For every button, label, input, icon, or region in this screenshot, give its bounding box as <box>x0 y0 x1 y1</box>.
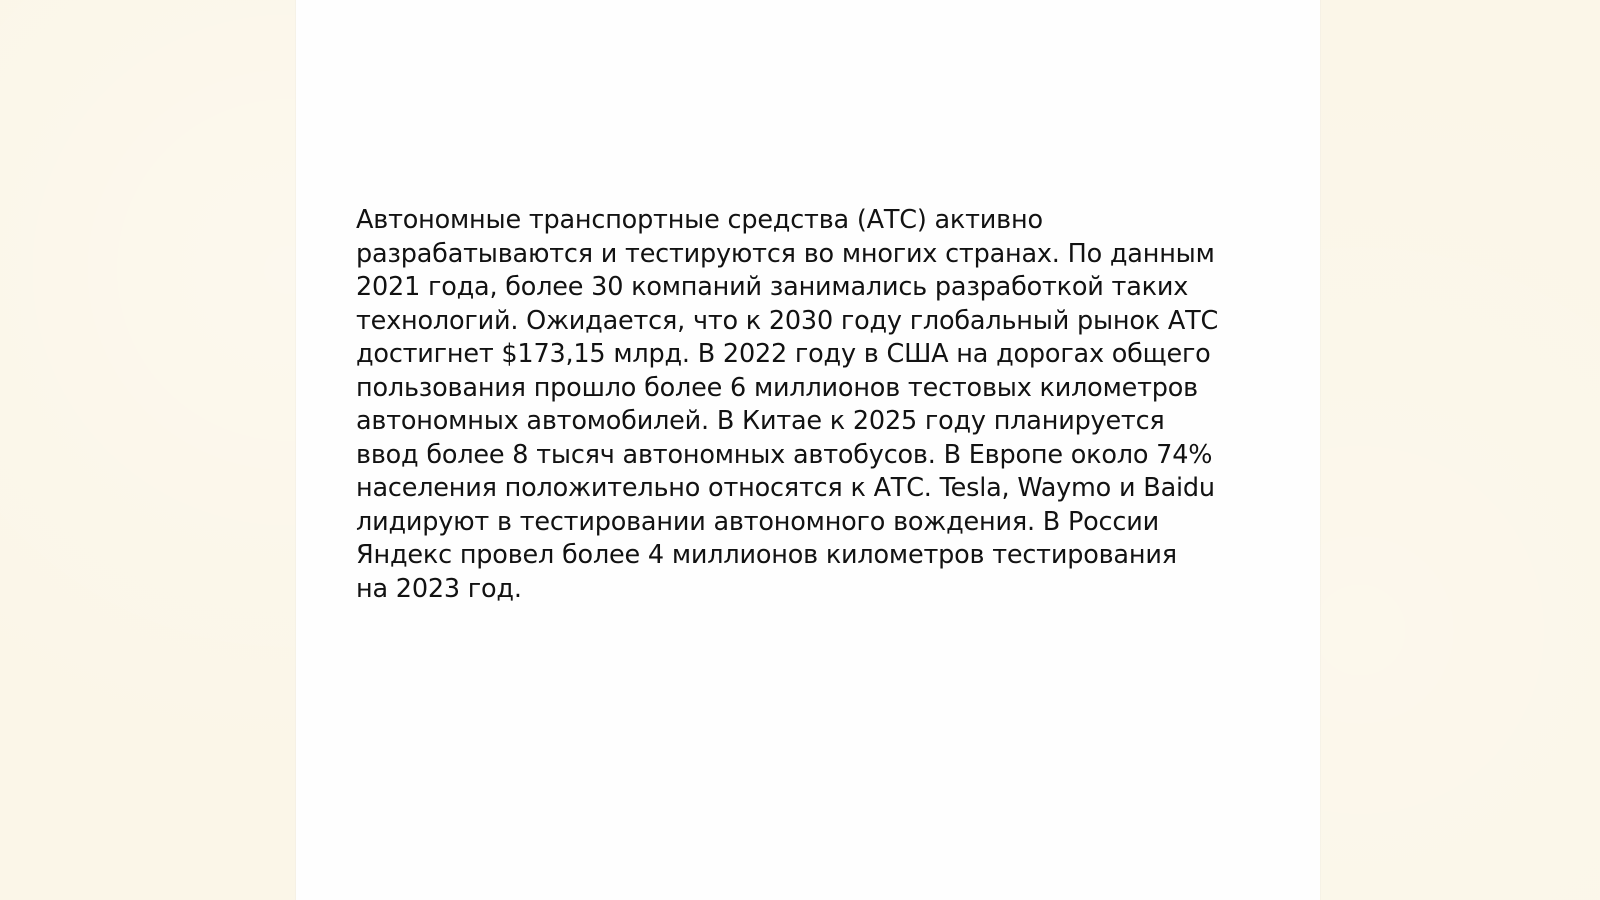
document-page <box>296 0 1320 900</box>
body-paragraph: Автономные транспортные средства (АТС) активно разрабатываются и тестируются во многих странах. По данным 2021 года, более 30 компаний занимались разработкой таких технологий. Ожидается, что к 2030 году глобальный рынок АТС достигнет $173,15 млрд. В 2022 году в США на дорогах общего пользования прошло более 6 миллионов тестовых километров автономных автомобилей. В Китае к 2025 году планируется ввод более 8 тысяч автономных автобусов. В Европе около 74% населения положительно относятся к АТС. Tesla, Waymo и Baidu лидируют в тестировании автономного вождения. В России Яндекс провел более 4 миллионов километров тестирования на 2023 год. <box>356 205 1219 604</box>
